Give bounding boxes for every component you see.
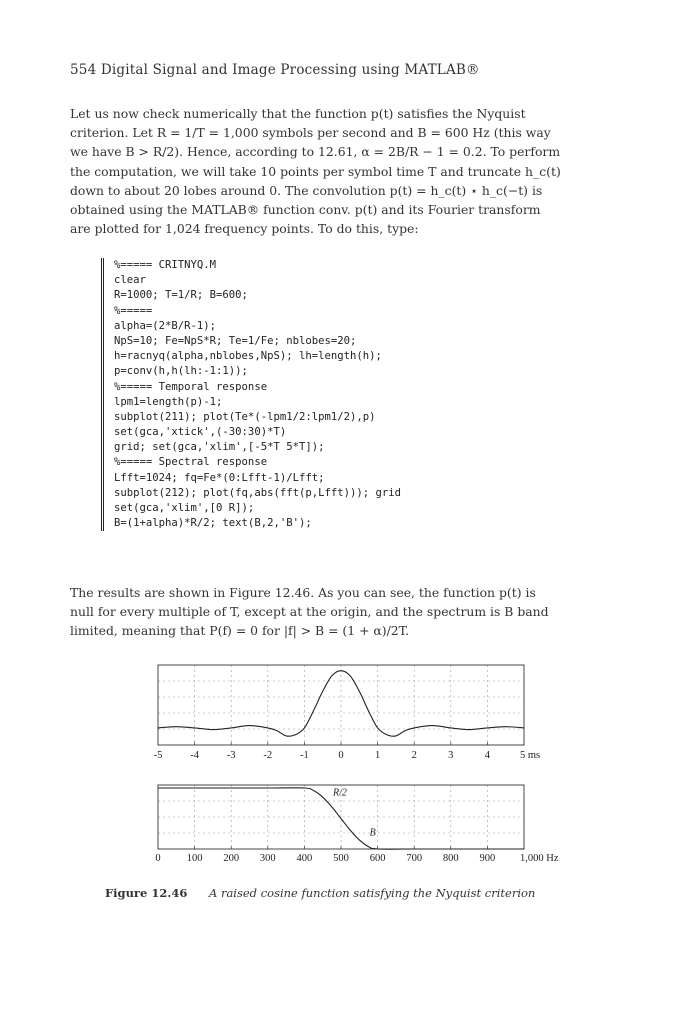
x-tick-label: 600 <box>369 853 386 864</box>
x-tick-label: 0 <box>155 853 161 864</box>
code-line: alpha=(2*B/R-1); <box>114 319 217 332</box>
running-header: 554 Digital Signal and Image Processing using MATLAB® <box>70 62 480 78</box>
code-line: p=conv(h,h(lh:-1:1)); <box>114 365 248 378</box>
text-line: Let us now check numerically that the function p(t) satisfies the Nyquist <box>70 106 526 121</box>
annotation-label: R/2 <box>333 787 347 799</box>
code-line: set(gca,'xlim',[0 R]); <box>114 502 255 514</box>
x-tick-label: 5 ms <box>520 750 541 761</box>
code-line: set(gca,'xtick',(-30:30)*T) <box>114 426 287 439</box>
code-line: Lfft=1024; fq=Fe*(0:Lfft-1)/Lfft; <box>114 471 325 484</box>
x-tick-label: -1 <box>300 750 309 761</box>
matlab-code-listing <box>101 258 534 531</box>
code-line: NpS=10; Fe=NpS*R; Te=1/Fe; nblobes=20; <box>114 334 357 347</box>
text-line: we have B > R/2). Hence, according to 12.61, α = 2B/R − 1 = 0.2. To perform <box>70 144 561 160</box>
code-line: R=1000; T=1/R; B=600; <box>114 289 248 302</box>
figure-plots <box>130 660 559 870</box>
code-line: h=racnyq(alpha,nblobes,NpS); lh=length(h); <box>114 350 382 363</box>
x-tick-label: 4 <box>484 750 491 761</box>
code-line: %===== Spectral response <box>114 456 268 469</box>
text-line: null for every multiple of T, except at the origin, and the spectrum is B band <box>70 604 549 620</box>
figure-caption <box>105 886 535 900</box>
text-line: criterion. Let R = 1/T = 1,000 symbols per second and B = 600 Hz (this way <box>70 125 551 141</box>
x-tick-label: 500 <box>333 853 349 864</box>
x-tick-label: -2 <box>263 750 273 761</box>
x-tick-label: 3 <box>448 750 454 761</box>
code-line: %===== Temporal response <box>114 380 268 393</box>
x-tick-label: 300 <box>259 853 276 864</box>
x-tick-label: 0 <box>338 750 344 761</box>
x-tick-label: -3 <box>226 750 236 761</box>
x-tick-label: 400 <box>296 853 313 864</box>
text-line: are plotted for 1,024 frequency points. To do this, type: <box>70 221 419 237</box>
x-tick-label: 900 <box>479 853 496 864</box>
x-tick-label: 100 <box>186 853 203 864</box>
code-line: %===== CRITNYQ.M <box>114 259 217 271</box>
x-tick-label: 700 <box>406 853 423 864</box>
code-line: %===== <box>114 304 153 317</box>
x-tick-label: 1 <box>374 750 381 761</box>
text-line: The results are shown in Figure 12.46. As you can see, the function p(t) is <box>70 585 536 600</box>
text-line: limited, meaning that P(f) = 0 for |f| > B = (1 + α)/2T. <box>70 623 410 639</box>
x-tick-label: 2 <box>411 750 417 761</box>
code-line: lpm1=length(p)-1; <box>114 395 223 408</box>
code-line: clear <box>114 274 146 287</box>
code-line: subplot(212); plot(fq,abs(fft(p,Lfft))); grid <box>114 486 402 499</box>
caption-text: A raised cosine function satisfying the Nyquist criterion <box>208 886 536 900</box>
text-line: down to about 20 lobes around 0. The convolution p(t) = h_c(t) ⋆ h_c(−t) is <box>70 182 543 198</box>
x-tick-label: 200 <box>223 853 240 864</box>
annotation-label: B <box>369 827 376 839</box>
x-tick-label: -5 <box>153 750 163 761</box>
text-line: the computation, we will take 10 points per symbol time T and truncate h_c(t) <box>70 163 561 179</box>
caption-label: Figure 12.46 <box>105 886 188 900</box>
paragraph-intro <box>70 104 610 238</box>
code-line: B=(1+alpha)*R/2; text(B,2,'B'); <box>114 517 312 530</box>
x-tick-label: -4 <box>190 750 199 761</box>
code-line: grid; set(gca,'xlim',[-5*T 5*T]); <box>114 441 325 454</box>
paragraph-results <box>70 583 610 641</box>
code-line: subplot(211); plot(Te*(-lpm1/2:lpm1/2),p) <box>114 410 376 423</box>
x-tick-label: 800 <box>442 853 459 864</box>
x-tick-label: 1,000 Hz <box>520 853 559 864</box>
text-line: obtained using the MATLAB® function conv. p(t) and its Fourier transform <box>70 202 541 218</box>
figure-12-46 <box>130 660 559 870</box>
